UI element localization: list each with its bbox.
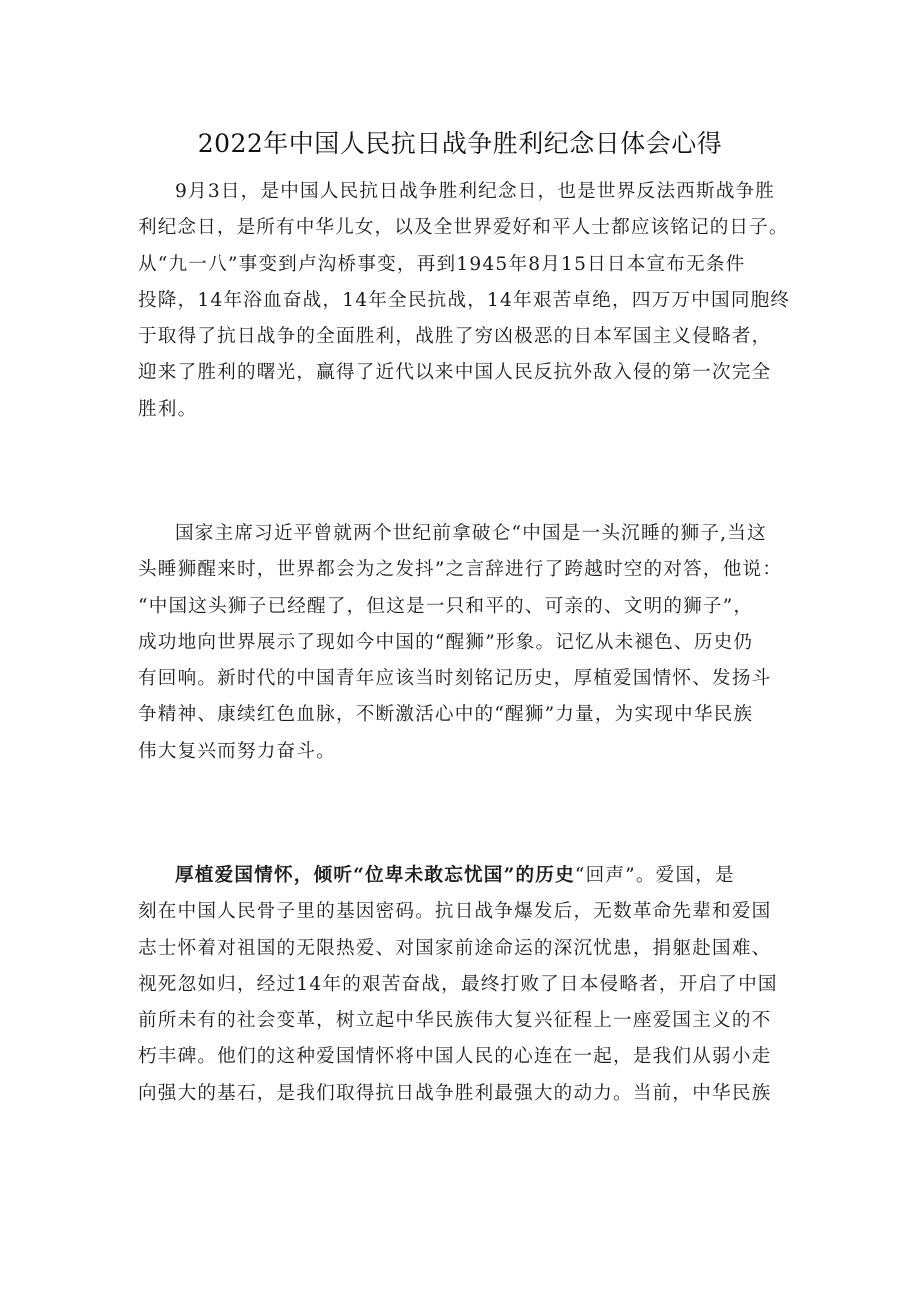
paragraph-line: 向强大的基石，是我们取得抗日战争胜利最强大的动力。当前，中华民族 (138, 1082, 772, 1104)
paragraph-line: 胜利。 (138, 398, 198, 420)
paragraph-line: 伟大复兴而努力奋斗。 (138, 740, 336, 762)
document-title: 2022年中国人民抗日战争胜利纪念日体会心得 (197, 129, 723, 158)
paragraph-line: 国家主席习近平曾就两个世纪前拿破仑“中国是一头沉睡的狮子,当这 (175, 523, 767, 544)
paragraph-line: 从“九一八”事变到卢沟桥事变，再到1945年8月15日日本宣布无条件 (138, 253, 746, 275)
bold-heading-lead: 厚植爱国情怀，倾听“位卑未敢忘忧国”的历史 (175, 865, 575, 886)
paragraph-line: 成功地向世界展示了现如今中国的“醒狮”形象。记忆从未褪色、历史仍 (138, 631, 754, 653)
paragraph-line: 视死忽如归，经过14年的艰苦奋战，最终打败了日本侵略者，开启了中国 (138, 973, 778, 995)
paragraph-line: 前所未有的社会变革，树立起中华民族伟大复兴征程上一座爱国主义的不 (138, 1010, 772, 1032)
paragraph-line: 有回响。新时代的中国青年应该当时刻铭记历史，厚植爱国情怀、发扬斗 (138, 668, 772, 690)
paragraph-first-line-rest: “回声”。爱国，是 (574, 865, 735, 886)
paragraph-3 (138, 858, 790, 1112)
paragraph-line: 朽丰碑。他们的这种爱国情怀将中国人民的心连在一起，是我们从弱小走 (138, 1046, 772, 1068)
paragraph-first-line (138, 858, 790, 894)
paragraph-line: “中国这头狮子已经醒了，但这是一只和平的、可亲的、文明的狮子”， (138, 595, 754, 617)
paragraph-line: 于取得了抗日战争的全面胜利，战胜了穷凶极恶的日本军国主义侵略者， (138, 326, 772, 348)
paragraph-line: 刻在中国人民骨子里的基因密码。抗日战争爆发后，无数革命先辈和爱国 (138, 901, 772, 923)
paragraph-line: 利纪念日，是所有中华儿女，以及全世界爱好和平人士都应该铭记的日子。 (138, 217, 789, 239)
paragraph-line: 头睡狮醒来时，世界都会为之发抖”之言辞进行了跨越时空的对答，他说： (138, 559, 783, 581)
paragraph-1 (138, 174, 790, 428)
paragraph-2 (138, 516, 790, 770)
paragraph-line: 争精神、康续红色血脉，不断激活心中的“醒狮”力量，为实现中华民族 (138, 704, 754, 726)
paragraph-line: 投降，14年浴血奋战，14年全民抗战，14年艰苦卓绝，四万万中国同胞终 (138, 289, 791, 311)
paragraph-line: 9月3日，是中国人民抗日战争胜利纪念日，也是世界反法西斯战争胜 (175, 181, 776, 202)
paragraph-line: 迎来了胜利的曙光，赢得了近代以来中国人民反抗外敌入侵的第一次完全 (138, 362, 772, 384)
paragraph-line: 志士怀着对祖国的无限热爱、对国家前途命运的深沉忧患，捐躯赴国难、 (138, 937, 772, 959)
